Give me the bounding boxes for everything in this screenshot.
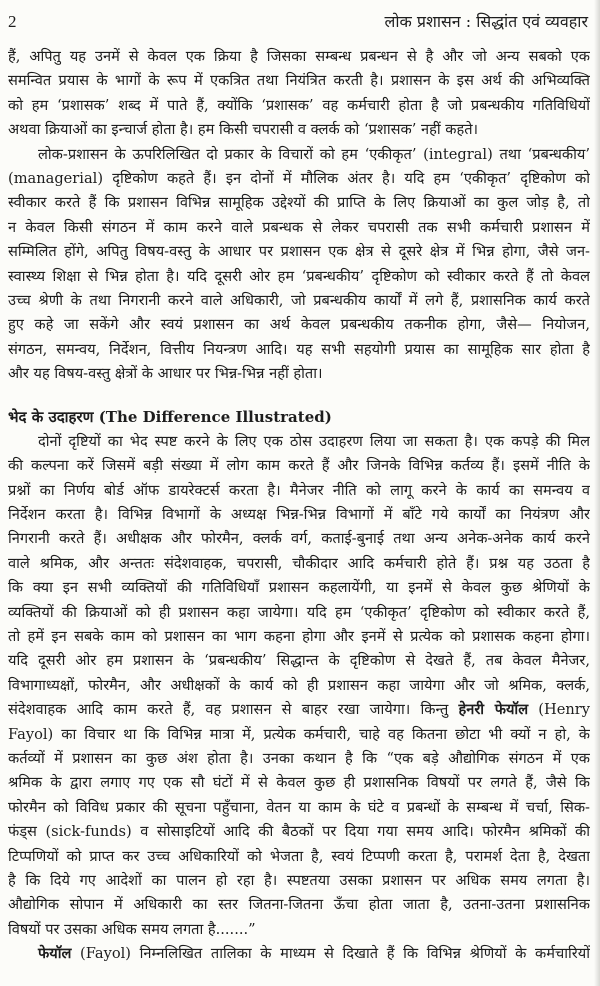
text-line: स्वीकार करते हैं कि प्रशासन विभिन्न सामूहिक उद्देश्यों की प्राप्ति के लिए क्रियाओं का कुल जोड़ है, तो [8,194,590,212]
text-line: की कल्पना करें जिसमें बड़ी संख्या में लोग काम करते हैं और जिनके विभिन्न कर्तव्य हैं। इसमें नीति के [8,457,590,475]
text-line: निर्देशन करता है। विभिन्न विभागों के अध्यक्ष भिन्न-भिन्न विभागों में बाँटे गये कार्यों का नियंत्रण और [8,506,590,524]
text-line: (managerial) दृष्टिकोण कहते हैं। इन दोनों में मौलिक अंतर है। यदि हम ‘एकीकृत’ दृष्टिकोण को [8,169,590,187]
text-line: कि क्या इन सभी व्यक्तियों की गतिविधियाँ प्रशासन कहलायेंगी, या इनमें से केवल कुछ श्रेणियों के [8,579,590,597]
paragraph-3 [8,430,590,942]
text-line: संगठन, समन्वय, निर्देशन, वित्तीय नियन्त्रण आदि। यह सभी सहयोगी प्रयास का सामूहिक सार होता है [8,340,590,358]
paragraph-2 [8,143,590,387]
text-line: Fayol) का विचार था कि विभिन्न मात्रा में, प्रत्येक कर्मचारी, चाहे वह कितना छोटा भी क्यों न हो, के [8,725,590,743]
text-line: वाले श्रमिक, और अन्ततः संदेशवाहक, चपरासी, चौकीदार आदि कर्मचारी होते हैं। प्रश्न यह उठता है [8,554,590,572]
text-line: कर्तव्यों में प्रशासन का कुछ अंश होता है। उनका कथान है कि “एक बड़े औद्योगिक संगठन में एक [8,749,590,767]
text-line [8,942,590,966]
text-line: दोनों दृष्टियों का भेद स्पष्ट करने के लिए एक ठोस उदाहरण लिया जा सकता है। एक कपड़े की मिल [38,432,590,450]
text-line: न केवल किसी संगठन में काम करने वाले प्रबन्धक से लेकर चपरासी तक सभी कर्मचारी प्रशासन में [8,218,590,236]
text-line: है कि दिये गए आदेशों का पालन हो रहा है। स्पष्टतया उसका प्रशासन पर अधिक समय लगता है। [8,871,590,889]
paragraph-1 [8,45,590,143]
text-line: हैं, अपितु यह उनमें से केवल एक क्रिया है जिसका सम्बन्ध प्रबन्धन से है और जो अन्य सबको एक [8,48,590,65]
text-segment: संदेशवाहक आदि काम करते हैं, वह प्रशासन से बाहर रखा जायेगा। किन्तु [8,701,459,719]
page-body [8,45,590,966]
text-line: श्रमिक के द्वारा लगाए गए एक सौ घंटों में से केवल कुछ ही प्रशासनिक विषयों पर लगते हैं, जैसे कि [8,774,590,792]
text-line: और यह विषय-वस्तु क्षेत्रों के आधार पर भिन्न-भिन्न नहीं होता। [8,365,323,383]
text-line: लोक-प्रशासन के ऊपरिलिखित दो प्रकार के विचारों को हम ‘एकीकृत’ (integral) तथा ‘प्रबन्धकीय’ [38,145,590,163]
text-line: अथवा क्रियाओं का इन्चार्ज होता है। हम किसी चपरासी व क्लर्क को ‘प्रशासक’ नहीं कहते। [8,121,479,139]
text-line: विभागाध्यक्षों, फोरमैन, और अधीक्षकों के कार्य को ही प्रशासन कहा जायेगा और जो श्रमिक, क्लर्क, [8,676,590,694]
running-title: लोक प्रशासन : सिद्धांत एवं व्यवहार [384,12,588,31]
text-line: तो हमें इन सबके काम को प्रशासन का भाग कहना होगा और इनमें से प्रत्येक को प्रशासक कहना होगा। [8,627,590,645]
page-edge-shadow [594,0,600,986]
text-line [8,698,590,722]
text-line: को हम ‘प्रशासक’ शब्द में पाते हैं, क्योंकि ‘प्रशासक’ वह कर्मचारी होता है जो प्रबन्धकीय गतिविधियों [8,96,590,114]
page-number: 2 [8,12,17,31]
text-segment: (Fayol) निम्नलिखित तालिका के माध्यम से दिखाते हैं कि विभिन्न श्रेणियों के कर्मचारियों [71,945,590,963]
text-segment: (Henry [528,701,590,719]
text-line: यदि दूसरी ओर हम प्रशासन के ‘प्रबन्धकीय’ सिद्धान्त के दृष्टिकोण से देखते हैं, तब केवल मैनेजर, [8,652,590,670]
section-heading: भेद के उदाहरण (The Difference Illustrated) [8,408,332,427]
text-line: उच्च श्रेणी के तथा निगरानी करने वाले अधिकारी, जो प्रबन्धकीय कार्यों में लगे हैं, प्रशासनिक कार्य करते [8,291,590,309]
page-header [8,8,588,36]
text-line: फंड्स (sick-funds) व सोसाइटियों आदि की बैठकों पर दिया गया समय आदि। फोरमैन श्रमिकों की [8,823,590,841]
text-line: व्यक्तियों की क्रियाओं को ही प्रशासन कहा जायेगा। यदि हम ‘एकीकृत’ दृष्टिकोण को स्वीकार करते हैं, [8,603,590,621]
text-line: सम्मिलित होंगे, अपितु विषय-वस्तु के आधार पर प्रशासन एक क्षेत्र से दूसरे क्षेत्र में भिन्न होगा, जैसे जन- [8,243,590,261]
text-line: समन्वित प्रयास के भागों के रूप में एकत्रित तथा नियंत्रित करती है। प्रशासन के इस अर्थ की अभिव्यक्ति [8,72,590,90]
paragraph-4 [8,942,590,966]
text-line: विषयों पर उसका अधिक समय लगता है.......” [8,920,256,938]
text-line: औद्योगिक सोपान में अधिकारी का स्तर जितना-जितना ऊँचा होता जाता है, उतना-उतना प्रशासनिक [8,896,590,914]
text-line: प्रश्नों का निर्णय बोर्ड ऑफ डायरेक्टर्स करता है। मैनेजर नीति को लागू करने के कार्य का समन्वय व [8,481,590,499]
text-line: फोरमैन को विविध प्रकार की सूचना पहुँचाना, वेतन या काम के घंटे व प्रबन्धों के सम्बन्ध में चर्चा, सिक- [8,798,590,816]
text-line: टिप्पणियों को प्राप्त कर उच्च अधिकारियों को भेजता है, स्वयं टिप्पणी करता है, परामर्श देता है, देखता [8,847,590,865]
text-line: निगरानी करते हैं। अधीक्षक और फोरमैन, क्लर्क वर्ग, कताई-बुनाई तथा अन्य अनेक-अनेक कार्य करने [8,530,590,548]
text-line: स्वास्थ्य शिक्षा से भिन्न होता है। यदि दूसरी ओर हम ‘प्रबन्धकीय’ दृष्टिकोण को स्वीकार करते हैं तो केवल [8,267,590,285]
name-henri-fayol: हेनरी फेयॉल [458,701,529,719]
text-line: हुए कहे जा सकेंगे और स्वयं प्रशासन का अर्थ केवल प्रबन्धकीय तकनीक होगा, जैसे— नियोजन, [8,316,590,334]
name-fayol: फेयॉल [38,945,72,963]
